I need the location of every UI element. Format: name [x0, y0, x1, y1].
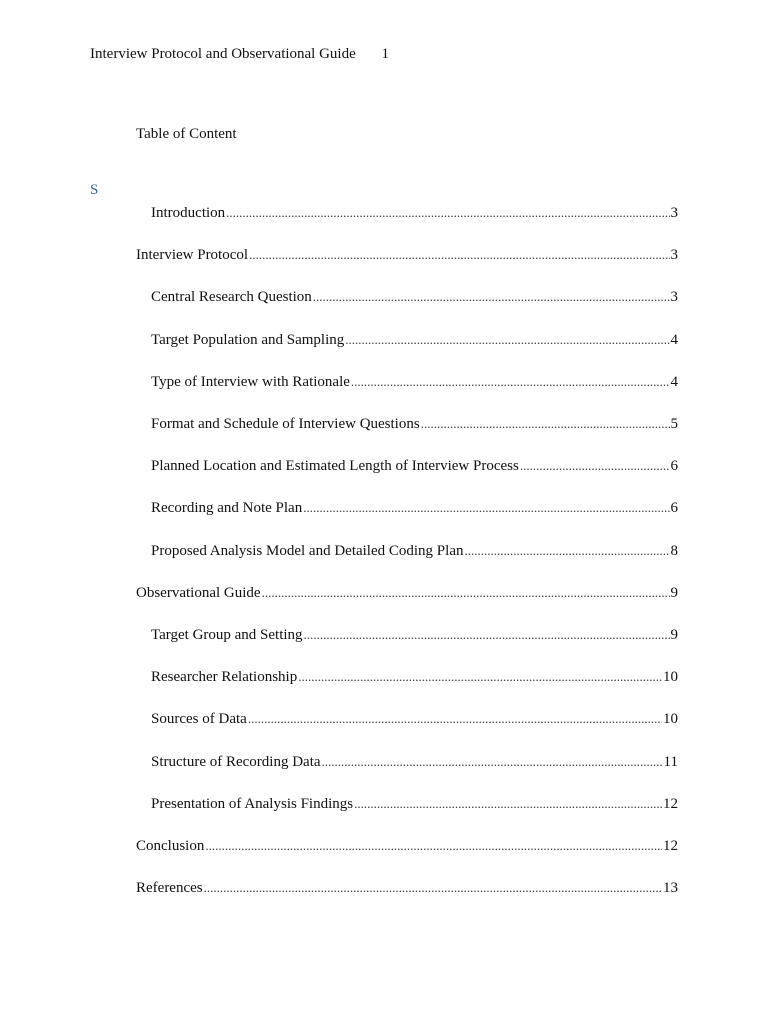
toc-entry[interactable]	[151, 710, 678, 728]
toc-entry-page-number: 12	[663, 796, 678, 812]
toc-dot-leader	[226, 204, 669, 222]
toc-entry[interactable]	[136, 837, 678, 855]
toc-entry[interactable]	[151, 626, 678, 644]
toc-entry[interactable]	[151, 499, 678, 517]
toc-entry-page-number: 10	[663, 669, 678, 685]
toc-dot-leader	[298, 668, 662, 686]
toc-entry-label: Type of Interview with Rationale	[151, 374, 350, 390]
toc-dot-leader	[322, 753, 663, 771]
toc-dot-leader	[205, 837, 662, 855]
toc-entry-page-number: 6	[670, 500, 678, 516]
toc-entry[interactable]	[151, 542, 678, 560]
toc-dot-leader	[313, 288, 670, 306]
toc-dot-leader	[303, 499, 669, 517]
toc-entry-label: Target Population and Sampling	[151, 332, 345, 348]
toc-entry-label: Planned Location and Estimated Length of Interview Process	[151, 458, 519, 474]
toc-entry-label: Recording and Note Plan	[151, 500, 303, 516]
toc-dot-leader	[351, 373, 670, 391]
toc-entry[interactable]	[151, 331, 678, 349]
toc-entry-label: Structure of Recording Data	[151, 754, 321, 770]
toc-dot-leader	[464, 542, 669, 560]
toc-entry-page-number: 12	[663, 838, 678, 854]
toc-entry[interactable]	[151, 457, 678, 475]
toc-entry-page-number: 6	[670, 458, 678, 474]
toc-dot-leader	[204, 879, 662, 897]
toc-entry[interactable]	[151, 288, 678, 306]
toc-entry-label: Conclusion	[136, 838, 205, 854]
toc-entry-page-number: 10	[663, 711, 678, 727]
running-head-title: Interview Protocol and Observational Guide	[90, 46, 356, 62]
toc-entry[interactable]	[136, 584, 678, 602]
toc-entry[interactable]	[151, 204, 678, 222]
toc-dot-leader	[520, 457, 670, 475]
toc-entry-label: Proposed Analysis Model and Detailed Coding Plan	[151, 543, 464, 559]
toc-entry-label: References	[136, 880, 203, 896]
toc-entry-label: Target Group and Setting	[151, 627, 303, 643]
toc-entry-label: Format and Schedule of Interview Questions	[151, 416, 420, 432]
toc-title: Table of Content	[136, 126, 237, 142]
toc-entry-page-number: 5	[670, 416, 678, 432]
toc-entry-page-number: 8	[670, 543, 678, 559]
toc-entry-label: Introduction	[151, 205, 226, 221]
toc-entry-page-number: 4	[670, 332, 678, 348]
toc-entry-page-number: 3	[670, 205, 678, 221]
toc-dot-leader	[354, 795, 662, 813]
running-head	[90, 46, 389, 63]
toc-dot-leader	[304, 626, 670, 644]
toc-entry[interactable]	[151, 668, 678, 686]
stray-character: S	[90, 182, 99, 198]
toc-entry-page-number: 9	[670, 585, 678, 601]
toc-entry-page-number: 11	[663, 754, 678, 770]
toc-entry-page-number: 9	[670, 627, 678, 643]
toc-entry-page-number: 13	[663, 880, 678, 896]
toc-dot-leader	[345, 331, 669, 349]
toc-entry[interactable]	[136, 246, 678, 264]
toc-entry-page-number: 3	[670, 289, 678, 305]
toc-dot-leader	[249, 246, 669, 264]
toc-entry-page-number: 4	[670, 374, 678, 390]
toc-entry-label: Presentation of Analysis Findings	[151, 796, 354, 812]
toc-entry[interactable]	[151, 415, 678, 433]
toc-dot-leader	[262, 584, 670, 602]
toc-entry[interactable]	[151, 795, 678, 813]
toc-entry-label: Sources of Data	[151, 711, 247, 727]
toc-dot-leader	[421, 415, 670, 433]
running-head-page-number: 1	[381, 46, 390, 62]
toc-entry[interactable]	[151, 753, 678, 771]
toc-dot-leader	[248, 710, 662, 728]
toc-entry-label: Observational Guide	[136, 585, 261, 601]
toc-entry-label: Researcher Relationship	[151, 669, 298, 685]
toc-entry[interactable]	[151, 373, 678, 391]
toc-entry[interactable]	[136, 879, 678, 897]
toc-entry-page-number: 3	[670, 247, 678, 263]
toc-entry-label: Interview Protocol	[136, 247, 249, 263]
toc-entry-label: Central Research Question	[151, 289, 312, 305]
